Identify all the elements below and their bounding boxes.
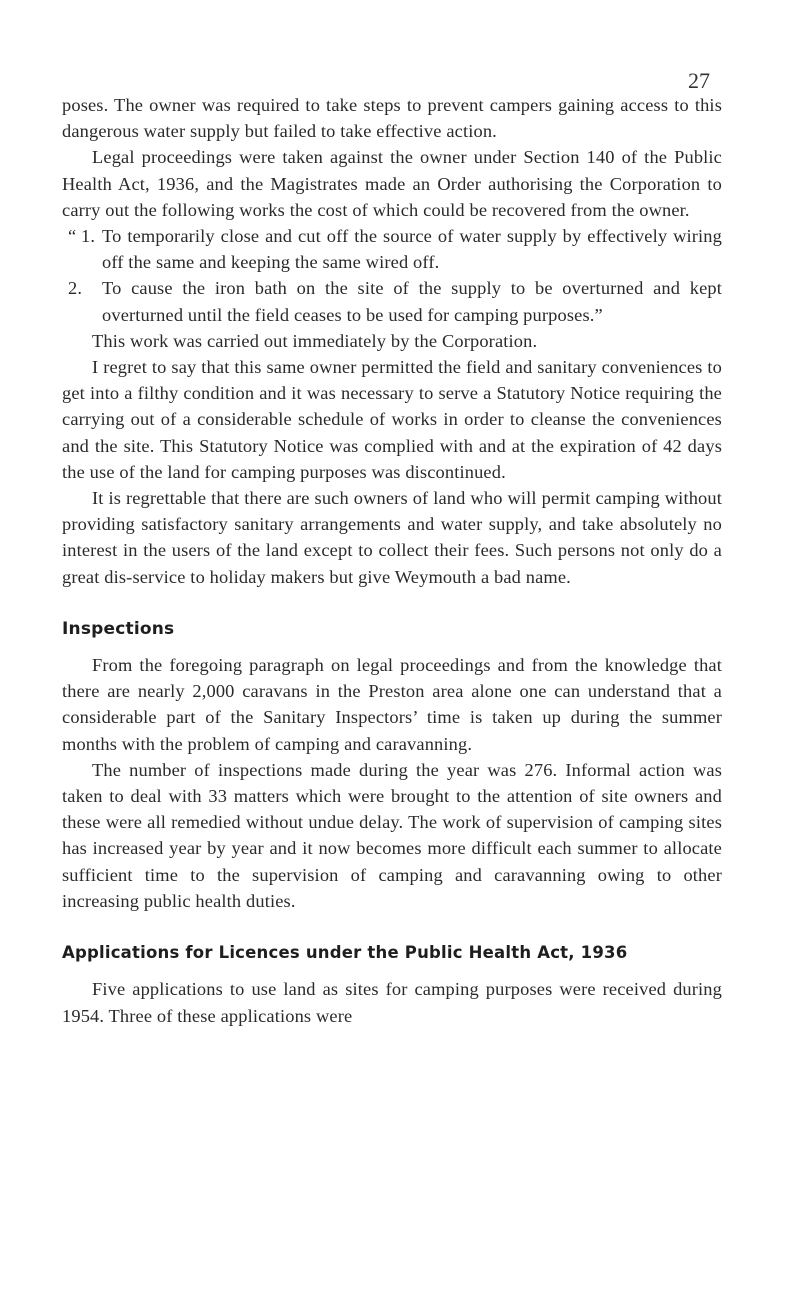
list-item-text: To cause the iron bath on the site of the supply to be overturned and kept overturned until the field ceases to be used for camping purposes.” — [102, 278, 722, 325]
list-item-number: “ 1. — [68, 226, 96, 247]
paragraph-regrettable-owners: It is regrettable that there are such owners of land who will permit camping without providing satisfactory sanitary arrangements and water supply, and take absolutely no interest in the users of the land except to collect their fees. Such persons not only do a great dis-service to holiday makers but give Weymouth a bad name. — [62, 488, 722, 587]
body-text — [62, 92, 722, 1029]
page-number: 27 — [688, 68, 710, 93]
list-item-text: To temporarily close and cut off the source of water supply by effectively wiring off the same and keeping the same wired off. — [102, 226, 722, 273]
paragraph-applications: Five applications to use land as sites for camping purposes were received during 1954. Three of these applications were — [62, 979, 722, 1026]
list-item — [62, 223, 722, 275]
paragraph-legal-proceedings: Legal proceedings were taken against the owner under Section 140 of the Public Health Act, 1936, and the Magistrates made an Order authorising the Corporation to carry out the following works the cost of which could be recovered from the owner. — [62, 147, 722, 220]
section-heading-inspections: Inspections — [62, 618, 175, 639]
section-heading-applications: Applications for Licences under the Public Health Act, 1936 — [62, 943, 628, 963]
list-item-number: 2. — [68, 278, 83, 299]
paragraph-inspections-count: The number of inspections made during the year was 276. Informal action was taken to deal with 33 matters which were brought to the attention of site owners and these were all remedied without undue delay. The work of supervision of camping sites has increased year by year and it now becomes more difficult each summer to allocate sufficient time to the supervision of camping and caravanning owing to other increasing public health duties. — [62, 759, 722, 911]
list-item — [62, 275, 722, 327]
paragraph-owner-conditions: I regret to say that this same owner permitted the field and sanitary conveniences to get into a filthy condition and it was necessary to serve a Statutory Notice requiring the carrying out of a considerable schedule of works in order to cleanse the conveniences and the site. This Statutory Notice was complied with and at the expiration of 42 days the use of the land for camping purposes was discontinued. — [62, 357, 722, 482]
paragraph-continuation: poses. The owner was required to take steps to prevent campers gaining access to this dangerous water supply but failed to take effective action. — [62, 95, 722, 142]
paragraph-inspections-intro: From the foregoing paragraph on legal proceedings and from the knowledge that there are nearly 2,000 caravans in the Preston area alone one can understand that a considerable part of the Sanitary Inspectors’ time is taken up during the summer months with the problem of camping and caravanning. — [62, 655, 722, 754]
paragraph-work-carried-out: This work was carried out immediately by the Corporation. — [92, 330, 538, 351]
